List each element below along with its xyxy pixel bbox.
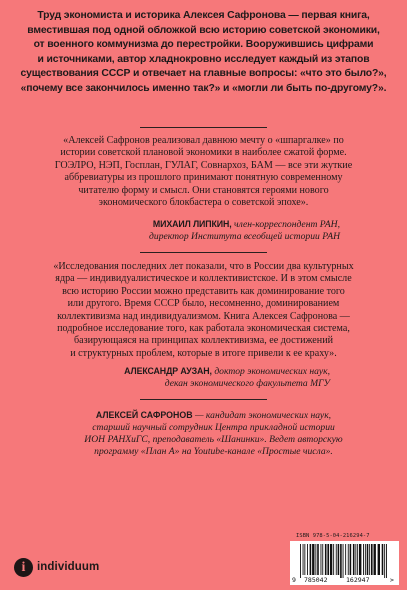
quote-line: «Алексей Сафронов реализовал давнюю мечту о «шпаргалке» по [63, 135, 344, 146]
quote-line: ядра — индивидуалистическое и коллективистское. И в этом смысле [55, 273, 352, 285]
barcode-bar [343, 544, 344, 578]
barcode-bar [365, 544, 366, 575]
barcode-bar [357, 544, 358, 575]
lead-paragraph [14, 9, 393, 97]
quote-line: читателю форму и смысл. Они становятся героями нового [78, 184, 329, 196]
publisher-logo-icon: i [14, 558, 33, 577]
barcode-bar [350, 544, 352, 575]
barcode-bar [304, 544, 305, 575]
section-divider [140, 127, 267, 128]
section-divider [140, 399, 267, 400]
reviewer-role: декан экономического факультета МГУ [164, 377, 330, 389]
barcode-bar [355, 544, 356, 575]
barcode-bar [378, 544, 380, 575]
barcode [290, 541, 399, 585]
barcode-bar [327, 544, 329, 575]
isbn-label: ISBN 978-5-04-216294-7 [296, 533, 370, 539]
section-divider [140, 252, 267, 253]
publisher-logo [14, 557, 99, 577]
quote-line: базирующаяся на принципах коллективизма, ее достижений [74, 335, 333, 347]
lead-line: от военного коммунизма до перестройки. Вооружившись цифрами [33, 39, 374, 51]
barcode-bar [386, 544, 387, 578]
barcode-digits-group2: 162947 [346, 576, 370, 584]
review-quote-lipkin [22, 135, 385, 209]
barcode-bar [382, 544, 384, 575]
about-author [70, 410, 357, 458]
quote-line: или другого. Время СССР было, несомненно, доминированием [67, 298, 340, 310]
quote-line: и структурных проблем, которые в итоге привели к ее краху». [70, 347, 337, 359]
barcode-bar [374, 544, 376, 575]
barcode-bar [325, 544, 327, 575]
author-name: АЛЕКСЕЙ САФРОНОВ [95, 410, 193, 420]
barcode-bars [290, 541, 399, 585]
barcode-bar [384, 544, 385, 578]
barcode-digit-tail: > [390, 576, 394, 584]
barcode-bar [371, 544, 373, 575]
barcode-bar [317, 544, 319, 575]
barcode-bar [348, 544, 349, 575]
author-bio-line: ИОН РАНХиГС, преподаватель «Шанинки». Ведет авторскую [84, 433, 343, 445]
barcode-bar [345, 544, 346, 575]
reviewer-role: доктор экономических наук, [214, 366, 330, 377]
quote-line: «Исследования последних лет показали, что в России два культурных [53, 261, 354, 272]
author-bio-line: старший научный сотрудник Центра прикладной истории [92, 421, 335, 433]
barcode-bar [307, 544, 308, 575]
barcode-bar [369, 544, 370, 575]
lead-line: существования СССР и отвечает на главные вопросы: «что это было?», [20, 68, 387, 80]
quote-line: всю историю России можно представить как доминирование того [62, 285, 345, 297]
barcode-bar [321, 544, 322, 575]
barcode-bar [336, 544, 337, 575]
barcode-digit-first: 9 [292, 576, 296, 584]
barcode-bar [338, 544, 340, 575]
review-quote-auzan [14, 261, 393, 360]
barcode-digits-group1: 785042 [304, 576, 328, 584]
barcode-bar [363, 544, 364, 575]
quote-line: аббревиатуры из прошлого принимают понятную современному [64, 172, 343, 184]
barcode-bar [340, 544, 342, 578]
barcode-bar [367, 544, 369, 575]
quote-line: подробное исследование того, как работала экономическая система, [57, 323, 350, 335]
review-signature-lipkin [100, 219, 340, 242]
lead-line: «почему все закончилось именно так?» и «могли ли быть по-другому?». [20, 82, 387, 94]
review-signature-auzan [100, 366, 330, 389]
barcode-bar [330, 544, 332, 575]
barcode-bar [310, 544, 312, 575]
publisher-name: individuum [37, 561, 100, 573]
author-bio-line: программу «План А» на Youtube-канале «Простые числа». [94, 445, 333, 457]
lead-line: Труд экономиста и историка Алексея Сафронова — первая книга, [37, 10, 370, 21]
barcode-bar [322, 544, 323, 575]
barcode-bar [312, 544, 314, 575]
barcode-bar [333, 544, 334, 575]
barcode-bar [359, 544, 361, 575]
barcode-bar [303, 544, 304, 575]
quote-line: коллективизма над индивидуализмом. Книга Алексея Сафронова — [57, 310, 350, 322]
lead-line: вместившая под одной обложкой всю историю советской экономики, [27, 24, 380, 36]
barcode-bar [315, 544, 316, 575]
quote-line: ГОЭЛРО, НЭП, Госплан, ГУЛАГ, Совнархоз, БАМ — все эти жуткие [54, 159, 353, 171]
barcode-bar [353, 544, 355, 575]
reviewer-name: МИХАИЛ ЛИПКИН, [152, 219, 232, 229]
reviewer-name: АЛЕКСАНДР АУЗАН, [124, 366, 212, 376]
author-bio-line: — кандидат экономических наук, [192, 410, 332, 421]
lead-line: и источниками, автор хладнокровно исследует каждый из этапов [37, 53, 370, 65]
reviewer-role: директор Института всеобщей истории РАН [149, 230, 340, 242]
barcode-bar [300, 544, 301, 578]
reviewer-role: член-корреспондент РАН, [234, 219, 340, 230]
quote-line: экономического блокбастера о советской эпохе». [98, 197, 309, 209]
quote-line: истории советской плановой экономики в наиболее сжатой форме. [60, 147, 347, 159]
